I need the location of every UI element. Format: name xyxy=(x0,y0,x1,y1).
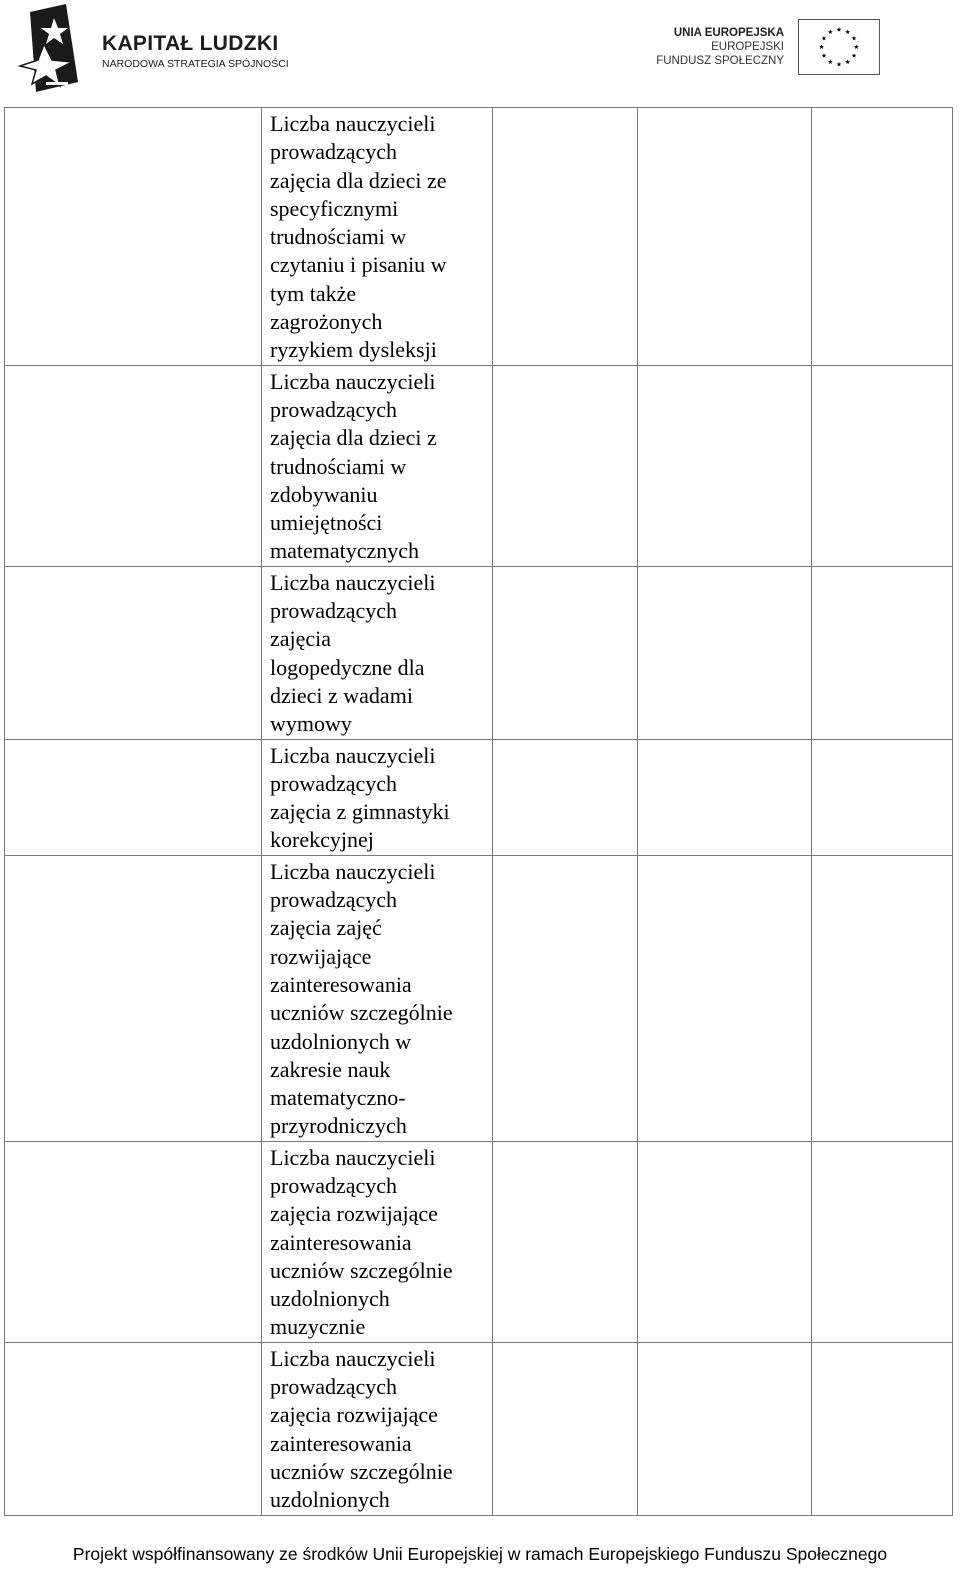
table-cell-empty[interactable] xyxy=(493,855,638,1141)
eu-flag-icon xyxy=(798,19,880,75)
table-cell-empty[interactable] xyxy=(493,566,638,739)
table-cell-empty[interactable] xyxy=(812,108,953,366)
table-cell-empty[interactable] xyxy=(638,365,812,566)
table-cell-empty xyxy=(5,365,262,566)
table-cell-empty[interactable] xyxy=(638,108,812,366)
eu-star-icon xyxy=(819,44,824,49)
table-row xyxy=(5,365,953,566)
eu-star-icon xyxy=(828,29,833,34)
eu-line-2: EUROPEJSKI xyxy=(711,41,784,53)
eu-star-icon xyxy=(845,60,850,65)
eu-star-icon xyxy=(845,29,850,34)
table-cell-empty[interactable] xyxy=(638,566,812,739)
kapital-ludzki-logo-icon xyxy=(18,4,82,94)
table-cell-empty[interactable] xyxy=(493,365,638,566)
table-cell-empty[interactable] xyxy=(812,365,953,566)
eu-line-1: UNIA EUROPEJSKA xyxy=(673,27,784,39)
data-table xyxy=(4,107,953,1516)
row-label: Liczba nauczycieli prowadzących zajęcia rozwijające zainteresowania uczniów szczególnie uzdolnionych muzycznie xyxy=(270,1144,453,1340)
table-row xyxy=(5,108,953,366)
eu-star-icon xyxy=(828,60,833,65)
table-cell-empty[interactable] xyxy=(638,855,812,1141)
table-row xyxy=(5,1141,953,1342)
table-cell-empty[interactable] xyxy=(638,1141,812,1342)
eu-star-icon xyxy=(822,53,827,58)
table-cell-empty[interactable] xyxy=(812,1141,953,1342)
eu-star-icon xyxy=(852,53,857,58)
table-cell-empty[interactable] xyxy=(493,1342,638,1515)
kapital-ludzki-title: KAPITAŁ LUDZKI xyxy=(102,32,279,55)
row-label: Liczba nauczycieli prowadzących zajęcia dla dzieci ze specyficznymi trudnościami w czytaniu i pisaniu w tym także zagrożonych ryzykiem dysleksji xyxy=(270,111,447,363)
table-row xyxy=(5,855,953,1141)
table-cell-empty[interactable] xyxy=(638,739,812,855)
eu-logo-text xyxy=(656,26,784,68)
eu-star-icon xyxy=(854,44,859,49)
table-cell-label xyxy=(262,1141,493,1342)
table-cell-label xyxy=(262,1342,493,1515)
table-cell-label xyxy=(262,739,493,855)
row-label: Liczba nauczycieli prowadzących zajęcia z gimnastyki korekcyjnej xyxy=(270,742,450,853)
eu-star-icon xyxy=(837,62,842,67)
table-cell-empty[interactable] xyxy=(812,855,953,1141)
row-label: Liczba nauczycieli prowadzących zajęcia logopedyczne dla dzieci z wadami wymowy xyxy=(270,569,436,737)
table-cell-empty xyxy=(5,1342,262,1515)
table-cell-empty[interactable] xyxy=(493,1141,638,1342)
table-cell-empty xyxy=(5,1141,262,1342)
table-cell-empty xyxy=(5,855,262,1141)
table-row xyxy=(5,566,953,739)
table-cell-empty[interactable] xyxy=(812,566,953,739)
table-cell-empty[interactable] xyxy=(493,739,638,855)
eu-star-icon xyxy=(837,27,842,32)
eu-star-icon xyxy=(822,36,827,41)
table-cell-empty[interactable] xyxy=(812,1342,953,1515)
row-label: Liczba nauczycieli prowadzących zajęcia dla dzieci z trudnościami w zdobywaniu umiejętności matematycznych xyxy=(270,368,437,564)
table-cell-empty xyxy=(5,566,262,739)
row-label: Liczba nauczycieli prowadzących zajęcia zajęć rozwijające zainteresowania uczniów szczególnie uzdolnionych w zakresie nauk matematyczno- przyrodniczych xyxy=(270,858,453,1139)
table-cell-label xyxy=(262,108,493,366)
table-row xyxy=(5,1342,953,1515)
kapital-ludzki-subtitle: NARODOWA STRATEGIA SPÓJNOŚCI xyxy=(102,58,289,70)
page-footer: Projekt współfinansowany ze środków Unii Europejskiej w ramach Europejskiego Funduszu Społecznego xyxy=(72,1544,888,1564)
page-header xyxy=(0,0,960,100)
table-cell-empty[interactable] xyxy=(493,108,638,366)
table-cell-empty[interactable] xyxy=(812,739,953,855)
table-cell-label xyxy=(262,566,493,739)
table-cell-empty xyxy=(5,739,262,855)
row-label: Liczba nauczycieli prowadzących zajęcia rozwijające zainteresowania uczniów szczególnie uzdolnionych xyxy=(270,1345,453,1513)
table-cell-label xyxy=(262,365,493,566)
table-row xyxy=(5,739,953,855)
eu-line-3: FUNDUSZ SPOŁECZNY xyxy=(656,55,784,67)
table-cell-empty xyxy=(5,108,262,366)
table-cell-label xyxy=(262,855,493,1141)
eu-star-icon xyxy=(852,36,857,41)
table-cell-empty[interactable] xyxy=(638,1342,812,1515)
